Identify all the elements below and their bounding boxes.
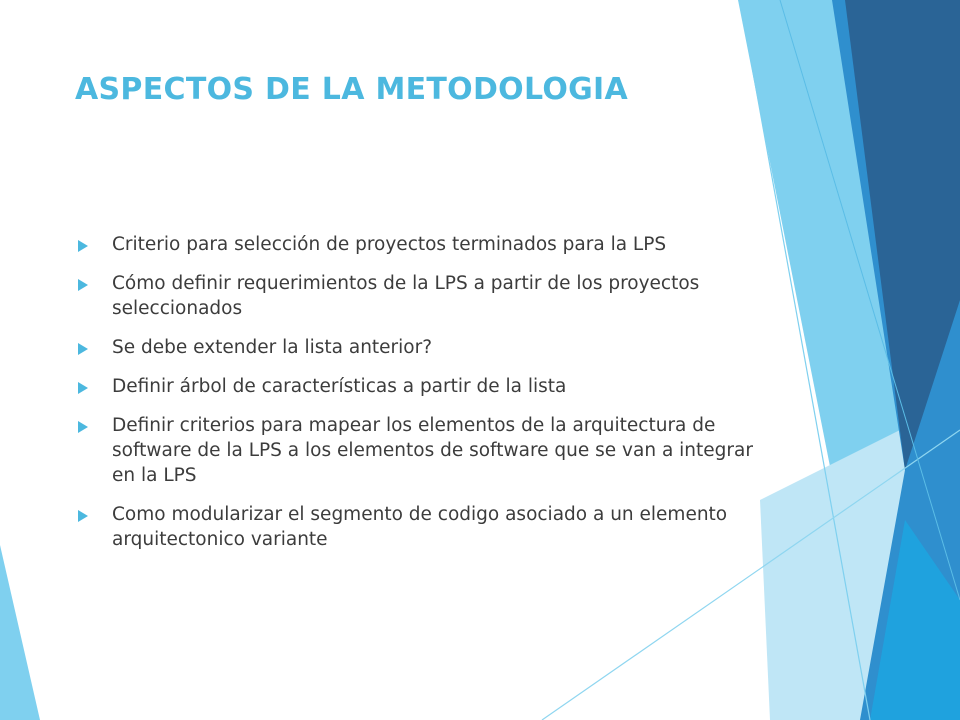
bullet-triangle-icon: [78, 279, 88, 291]
bullet-text: Como modularizar el segmento de codigo asociado a un elemento arquitectonico variante: [112, 504, 728, 550]
bullet-text: Se debe extender la lista anterior?: [112, 337, 433, 358]
left-edge-wedge: [0, 545, 40, 720]
bullet-text: Definir árbol de características a partir de la lista: [112, 376, 567, 397]
bullet-triangle-icon: [78, 382, 88, 394]
bullet-list: [75, 232, 765, 566]
bullet-triangle-icon: [78, 510, 88, 522]
bullet-item: [75, 271, 765, 321]
bullet-item: [75, 502, 765, 552]
bullet-text: Criterio para selección de proyectos terminados para la LPS: [112, 234, 667, 255]
slide-title: ASPECTOS DE LA METODOLOGIA: [75, 72, 629, 107]
bullet-item: [75, 335, 765, 360]
bullet-item: [75, 413, 765, 488]
bullet-triangle-icon: [78, 343, 88, 355]
bullet-item: [75, 374, 765, 399]
bullet-item: [75, 232, 765, 257]
bullet-triangle-icon: [78, 421, 88, 433]
bullet-text: Definir criterios para mapear los elementos de la arquitectura de software de la LPS a los elementos de software que se van a integrar en la LPS: [112, 415, 753, 486]
bullet-text: Cómo definir requerimientos de la LPS a partir de los proyectos seleccionados: [112, 273, 700, 319]
bullet-triangle-icon: [78, 240, 88, 252]
